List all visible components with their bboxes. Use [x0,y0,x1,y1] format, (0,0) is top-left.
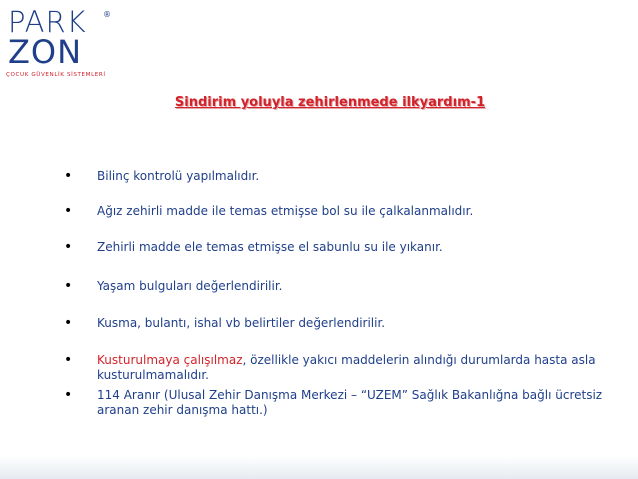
logo-tagline: ÇOCUK GÜVENLİK SİSTEMLERİ [6,72,106,78]
footer-bar [0,456,638,479]
highlight-text: Kusturulmaya çalışılmaz [97,353,243,367]
bullet-icon: • [64,278,73,294]
slide-title: Sindirim yoluyla zehirlenmede ilkyardım-1 [174,95,486,110]
bullet-text: Ağız zehirli madde ile temas etmişse bol su ile çalkalanmalıdır. [97,204,474,218]
bullet-icon: • [64,168,73,184]
bullet-text: Kusma, bulantı, ishal vb belirtiler değerlendirilir. [97,316,386,330]
list-item [64,279,609,294]
list-item [64,204,609,219]
registered-mark: ® [103,10,111,19]
list-item [64,388,609,418]
bullet-text: Yaşam bulguları değerlendirilir. [97,279,283,293]
bullet-text [97,353,609,383]
bullet-icon: • [64,387,73,403]
logo-text-zon: ZON [8,33,83,71]
bullet-icon: • [64,203,73,219]
bullet-text: 114 Aranır (Ulusal Zehir Danışma Merkezi – “UZEM” Sağlık Bakanlığna bağlı ücretsiz aranan zehir danışma hattı.) [97,388,603,417]
bullet-text: Bilinç kontrolü yapılmalıdır. [97,169,260,183]
list-item [64,316,609,331]
bullet-icon: • [64,352,73,368]
logo-text-park: PARK [8,5,87,39]
bullet-text: Zehirli madde ele temas etmişse el sabunlu su ile yıkanır. [97,240,443,254]
bullet-icon: • [64,315,73,331]
parkzon-logo [6,6,118,82]
bullet-text-rest: , özellikle yakıcı maddelerin alındığı durumlarda hasta asla kusturulmamalıdır. [97,353,596,382]
bullet-icon: • [64,239,73,255]
list-item [64,169,609,184]
list-item [64,240,609,255]
list-item [64,353,609,383]
